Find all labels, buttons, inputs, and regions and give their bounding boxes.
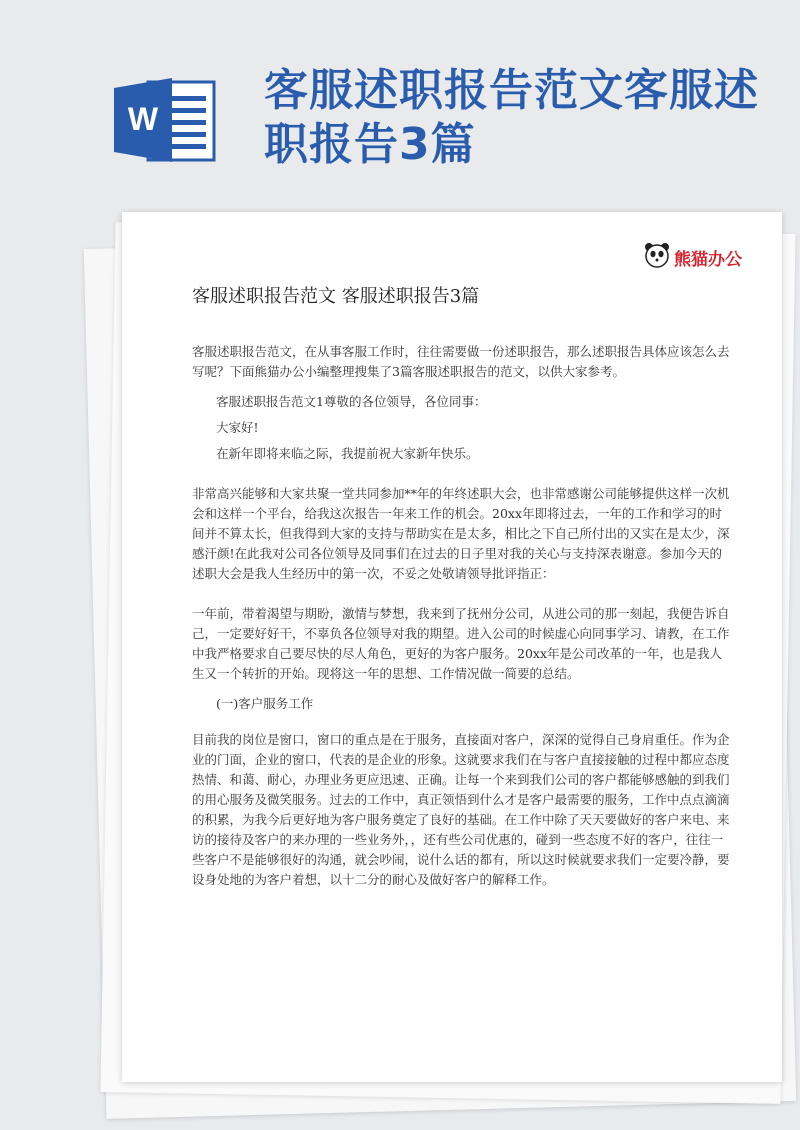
svg-text:W: W bbox=[127, 101, 159, 137]
word-document-icon bbox=[110, 72, 220, 168]
paragraph: 大家好! bbox=[216, 420, 259, 435]
header bbox=[0, 0, 800, 210]
paragraph: 一年前，带着渴望与期盼，激情与梦想，我来到了抚州分公司，从进公司的那一刻起，我便告诉自己，一定要好好干，不辜负各位领导对我的期望。进入公司的时候虚心向同事学习、请教，在工作中我严格要求自己要尽快的尽人角色，更好的为客户服务。20xx年是公司改革的一年，也是我人生又一个转折的开始。现将这一年的思想、工作情况做一简要的总结。 bbox=[192, 606, 730, 681]
section-heading: (一)客户服务工作 bbox=[216, 696, 314, 711]
page-title: 客服述职报告范文客服述职报告3篇 bbox=[264, 65, 759, 170]
panda-icon bbox=[644, 242, 670, 272]
document-body bbox=[192, 342, 732, 890]
paragraph: 在新年即将来临之际，我提前祝大家新年快乐。 bbox=[216, 446, 479, 461]
brand-logo bbox=[644, 242, 742, 272]
paragraph: 客服述职报告范文，在从事客服工作时，往往需要做一份述职报告，那么述职报告具体应该怎么去写呢？下面熊猫办公小编整理搜集了3篇客服述职报告的范文，以供大家参考。 bbox=[192, 344, 730, 379]
paragraph: 目前我的岗位是窗口，窗口的重点是在于服务，直接面对客户，深深的觉得自己身肩重任。作为企业的门面，企业的窗口，代表的是企业的形象。这就要求我们在与客户直接接触的过程中都应态度热情、和蔼、耐心，办理业务更应迅速、正确。让每一个来到我们公司的客户都能够感触的到我们的用心服务及微笑服务。过去的工作中，真正领悟到什么才是客户最需要的服务，工作中点点滴滴的积累，为我今后更好地为客户服务奠定了良好的基础。在工作中除了天天要做好的客户来电、来访的接待及客户的来办理的一些业务外，，还有些公司优惠的，碰到一些态度不好的客户，往往一些客户不是能够很好的沟通，就会吵闹，说什么话的都有，所以这时候就要求我们一定要冷静，要设身处地的为客户着想，以十二分的耐心及做好客户的解释工作。 bbox=[192, 732, 730, 887]
paragraph: 客服述职报告范文1尊敬的各位领导，各位同事： bbox=[216, 394, 487, 409]
document-title: 客服述职报告范文 客服述职报告3篇 bbox=[192, 286, 480, 307]
paragraph: 非常高兴能够和大家共聚一堂共同参加**年的年终述职大会，也非常感谢公司能够提供这样一次机会和这样一个平台，给我这次报告一年来工作的机会。20xx年即将过去，一年的工作和学习的时间并不算太长，但我得到大家的支持与帮助实在是太多，相比之下自己所付出的又实在是太少，深感汗颜!在此我对公司各位领导及同事们在过去的日子里对我的关心与支持深表谢意。参加今天的述职大会是我人生经历中的第一次，不妥之处敬请领导批评指正： bbox=[192, 486, 730, 581]
brand-name: 熊猫办公 bbox=[674, 249, 742, 270]
document-page bbox=[122, 212, 782, 1082]
